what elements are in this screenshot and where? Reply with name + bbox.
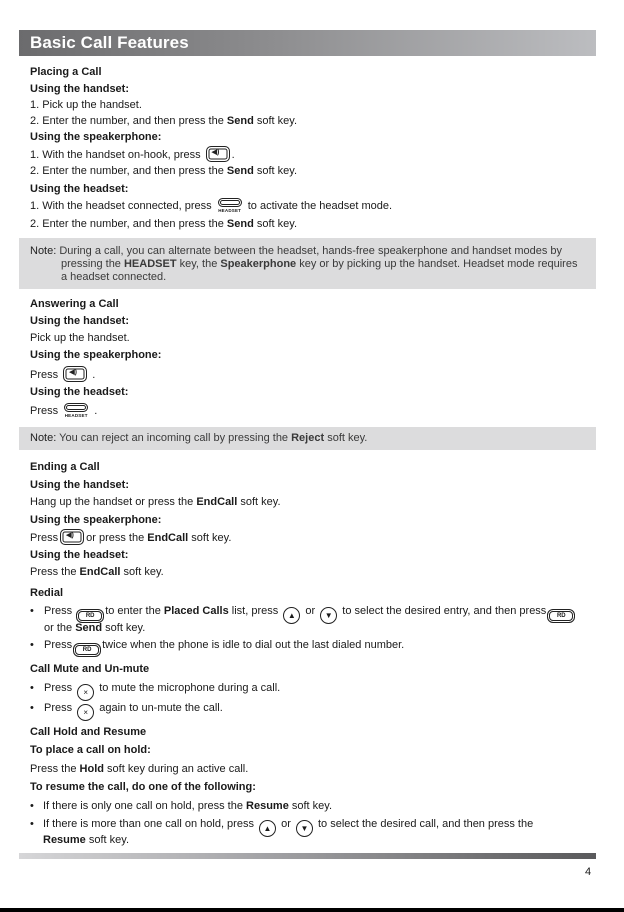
step-text: 1. With the handset on-hook, press ◀) .: [30, 146, 235, 164]
heading-redial: Redial: [30, 587, 64, 599]
redial-key-icon: RD: [547, 609, 575, 623]
page-number: 4: [585, 866, 592, 878]
step-text: 1. With the headset connected, press HEADSET to activate the headset mode.: [30, 200, 393, 213]
heading-call-hold: Call Hold and Resume: [30, 726, 147, 738]
up-arrow-key-icon: ▲: [259, 820, 276, 837]
headset-key-icon: HEADSET: [63, 403, 89, 420]
step-text: 2. Enter the number, and then press the Send soft key.: [30, 218, 298, 230]
up-arrow-key-icon: ▲: [283, 607, 300, 624]
subheading-handset: Using the handset:: [30, 479, 130, 491]
list-item: • Press × again to un-mute the call.: [30, 700, 223, 721]
list-item: • Press RD to enter the Placed Calls list, press ▲ or ▼ to select the desired entry, and then press RD: [30, 603, 576, 624]
step-text: 2. Enter the number, and then press the Send soft key.: [30, 115, 298, 127]
footer-bar: [19, 853, 596, 859]
step-text: 2. Enter the number, and then press the Send soft key.: [30, 165, 298, 177]
list-item: • Press × to mute the microphone during a call.: [30, 680, 280, 701]
mute-key-icon: ×: [77, 684, 94, 701]
send-key-label: Send: [226, 115, 254, 127]
section-title-bar: [19, 30, 596, 56]
list-item: • If there is more than one call on hold, press ▲ or ▼ to select the desired call, and then press the: [30, 816, 533, 837]
down-arrow-key-icon: ▼: [320, 607, 337, 624]
redial-key-icon: RD: [76, 609, 104, 623]
subheading-speakerphone: Using the speakerphone:: [30, 349, 162, 361]
note-box-alternate-modes: Note: During a call, you can alternate between the headset, hands-free speakerphone and handset modes by pressing the HEADSET key, the Speakerphone key or by picking up the handset. Headset mode requires a headset connected.: [19, 238, 596, 289]
subheading-headset: Using the headset:: [30, 386, 129, 398]
list-item: • Press RD twice when the phone is idle to dial out the last dialed number.: [30, 637, 404, 657]
speakerphone-key-icon: [63, 366, 87, 382]
subheading-handset: Using the handset:: [30, 83, 130, 95]
page-edge: [0, 908, 624, 912]
subheading-handset: Using the handset:: [30, 315, 130, 327]
subheading-place-hold: To place a call on hold:: [30, 744, 151, 756]
heading-call-mute: Call Mute and Un-mute: [30, 663, 150, 675]
list-item: • If there is only one call on hold, press the Resume soft key.: [30, 800, 333, 812]
mute-key-icon: ×: [77, 704, 94, 721]
redial-key-icon: RD: [73, 643, 101, 657]
heading-placing-call: Placing a Call: [30, 66, 102, 78]
speakerphone-key-icon: [60, 529, 84, 545]
subheading-speakerphone: Using the speakerphone:: [30, 131, 162, 143]
step-text: 1. Pick up the handset.: [30, 99, 142, 111]
down-arrow-key-icon: ▼: [296, 820, 313, 837]
heading-answering-call: Answering a Call: [30, 298, 119, 310]
section-title: Basic Call Features: [30, 33, 189, 52]
subheading-resume: To resume the call, do one of the following:: [30, 781, 256, 793]
note-label: Note:: [30, 245, 57, 257]
headset-key-icon: HEADSET: [217, 198, 243, 215]
heading-ending-call: Ending a Call: [30, 461, 100, 473]
speakerphone-key-icon: [206, 146, 230, 162]
note-label: Note:: [30, 432, 57, 444]
note-box-reject: Note: You can reject an incoming call by pressing the Reject soft key.: [19, 427, 596, 450]
subheading-headset: Using the headset:: [30, 183, 129, 195]
subheading-speakerphone: Using the speakerphone:: [30, 514, 162, 526]
subheading-headset: Using the headset:: [30, 549, 129, 561]
